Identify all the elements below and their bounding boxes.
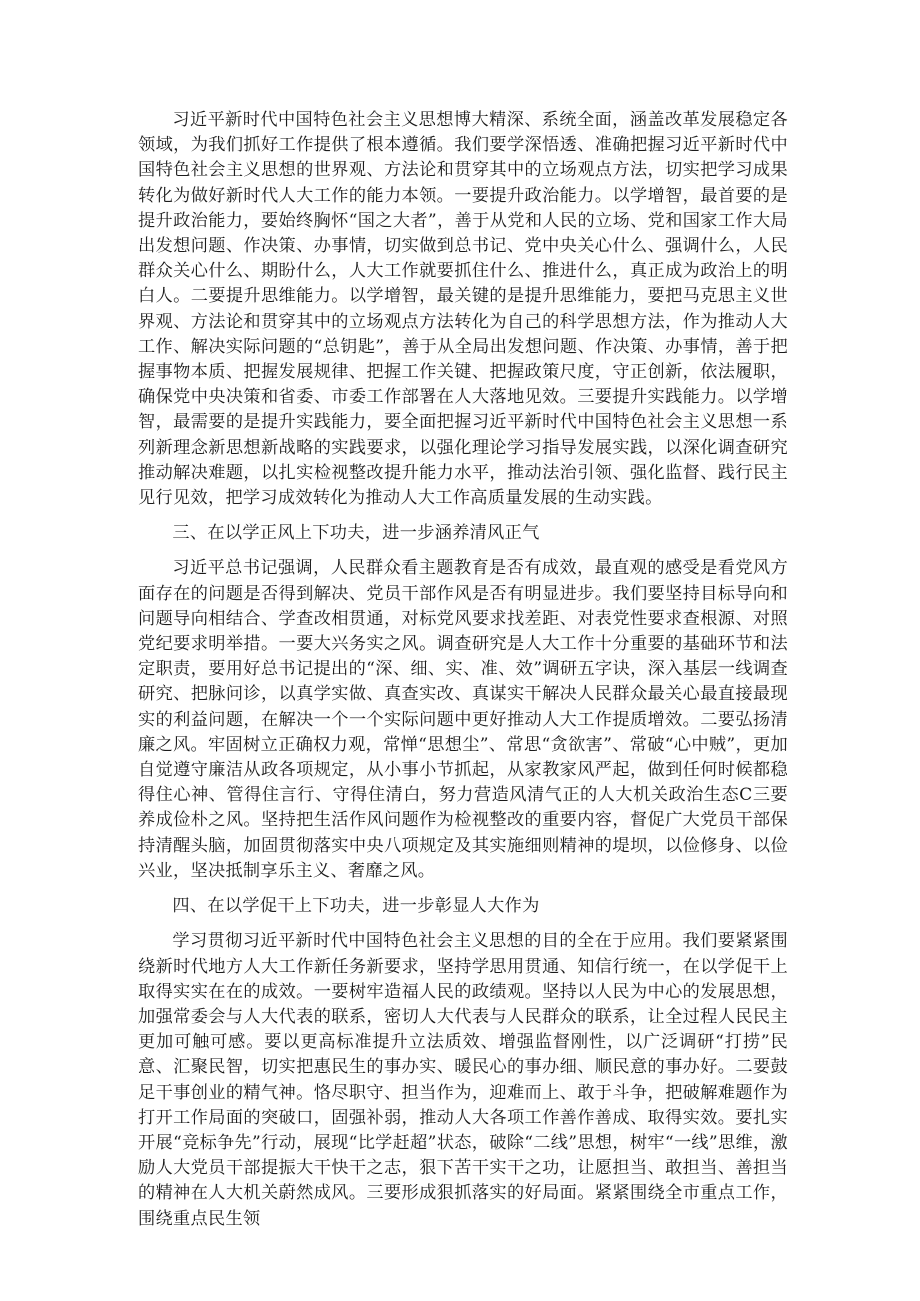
body-paragraph: 习近平总书记强调，人民群众看主题教育是否有成效，最直观的感受是看党风方面存在的问题是否得到解决、党员干部作风是否有明显进步。我们要坚持目标导向和问题导向相结合、学查改相贯通，对标党风要求找差距、对表党性要求查根源、对照党纪要求明举措。一要大兴务实之风。调查研究是人大工作十分重要的基础环节和法定职责，要用好总书记提出的“深、细、实、准、效”调研五字诀，深入基层一线调查研究、把脉问诊，以真学实做、真查实改、真谋实干解决人民群众最关心最直接最现实的利益问题，在解决一个一个实际问题中更好推动人大工作提质增效。二要弘扬清廉之风。牢固树立正确权力观，常惮“思想尘”、常思“贪欲害”、常破“心中贼”，更加自觉遵守廉洁从政各项规定，从小事小节抓起，从家教家风严起，做到任何时候都稳得住心神、管得住言行、守得住清白，努力营造风清气正的人大机关政治生态C三要养成俭朴之风。坚持把生活作风问题作为检视整改的重要内容，督促广大党员干部保持清醒头脑，加固贯彻落实中央八项规定及其实施细则精神的堤坝，以俭修身、以俭兴业，坚决抵制享乐主义、奢靡之风。 <box>138 558 788 881</box>
body-paragraph: 习近平新时代中国特色社会主义思想博大精深、系统全面，涵盖改革发展稳定各领域，为我们抓好工作提供了根本遵循。我们要学深悟透、准确把握习近平新时代中国特色社会主义思想的世界观、方法论和贯穿其中的立场观点方法，切实把学习成果转化为做好新时代人大工作的能力本领。一要提升政治能力。以学增智，最首要的是提升政治能力，要始终胸怀“国之大者”，善于从党和人民的立场、党和国家工作大局出发想问题、作决策、办事情，切实做到总书记、党中央关心什么、强调什么，人民群众关心什么、期盼什么，人大工作就要抓住什么、推进什么，真正成为政治上的明白人。二要提升思维能力。以学增智，最关键的是提升思维能力，要把马克思主义世界观、方法论和贯穿其中的立场观点方法转化为自己的科学思想方法，作为推动人大工作、解决实际问题的“总钥匙”，善于从全局出发想问题、作决策、办事情，善于把握事物本质、把握发展规律、把握工作关键、把握政策尺度，守正创新，依法履职，确保党中央决策和省委、市委工作部署在人大落地见效。三要提升实践能力。以学增智，最需要的是提升实践能力，要全面把握习近平新时代中国特色社会主义思想一系列新理念新思想新战略的实践要求，以强化理论学习指导发展实践，以深化调查研究推动解决难题，以扎实检视整改提升能力水平，推动法治引领、强化监督、践行民主见行见效，把学习成效转化为推动人大工作高质量发展的生动实践。 <box>138 110 788 509</box>
section-heading: 四、在以学促干上下功夫，进一步彰显人大作为 <box>172 896 540 917</box>
section-heading: 三、在以学正风上下功夫，进一步涵养清风正气 <box>172 523 540 544</box>
body-paragraph: 学习贯彻习近平新时代中国特色社会主义思想的目的全在于应用。我们要紧紧围绕新时代地方人大工作新任务新要求，坚持学思用贯通、知信行统一，在以学促干上取得实实在在的成效。一要树牢造福人民的政绩观。坚持以人民为中心的发展思想，加强常委会与人大代表的联系，密切人大代表与人民群众的联系，让全过程人民民主更加可触可感。要以更高标准提升立法质效、增强监督刚性，以广泛调研“打捞”民意、汇聚民智，切实把惠民生的事办实、暖民心的事办细、顺民意的事办好。二要鼓足干事创业的精气神。恪尽职守、担当作为，迎难而上、敢于斗争，把破解难题作为打开工作局面的突破口，固强补弱，推动人大各项工作善作善成、取得实效。要扎实开展“竞标争先”行动，展现“比学赶超”状态，破除“二线”思想，树牢“一线”思维，激励人大党员干部提振大干快干之志，狠下苦干实干之功，让愿担当、敢担当、善担当的精神在人大机关蔚然成风。三要形成狠抓落实的好局面。紧紧围绕全市重点工作，围绕重点民生领 <box>138 931 788 1229</box>
document-page <box>138 108 788 1232</box>
